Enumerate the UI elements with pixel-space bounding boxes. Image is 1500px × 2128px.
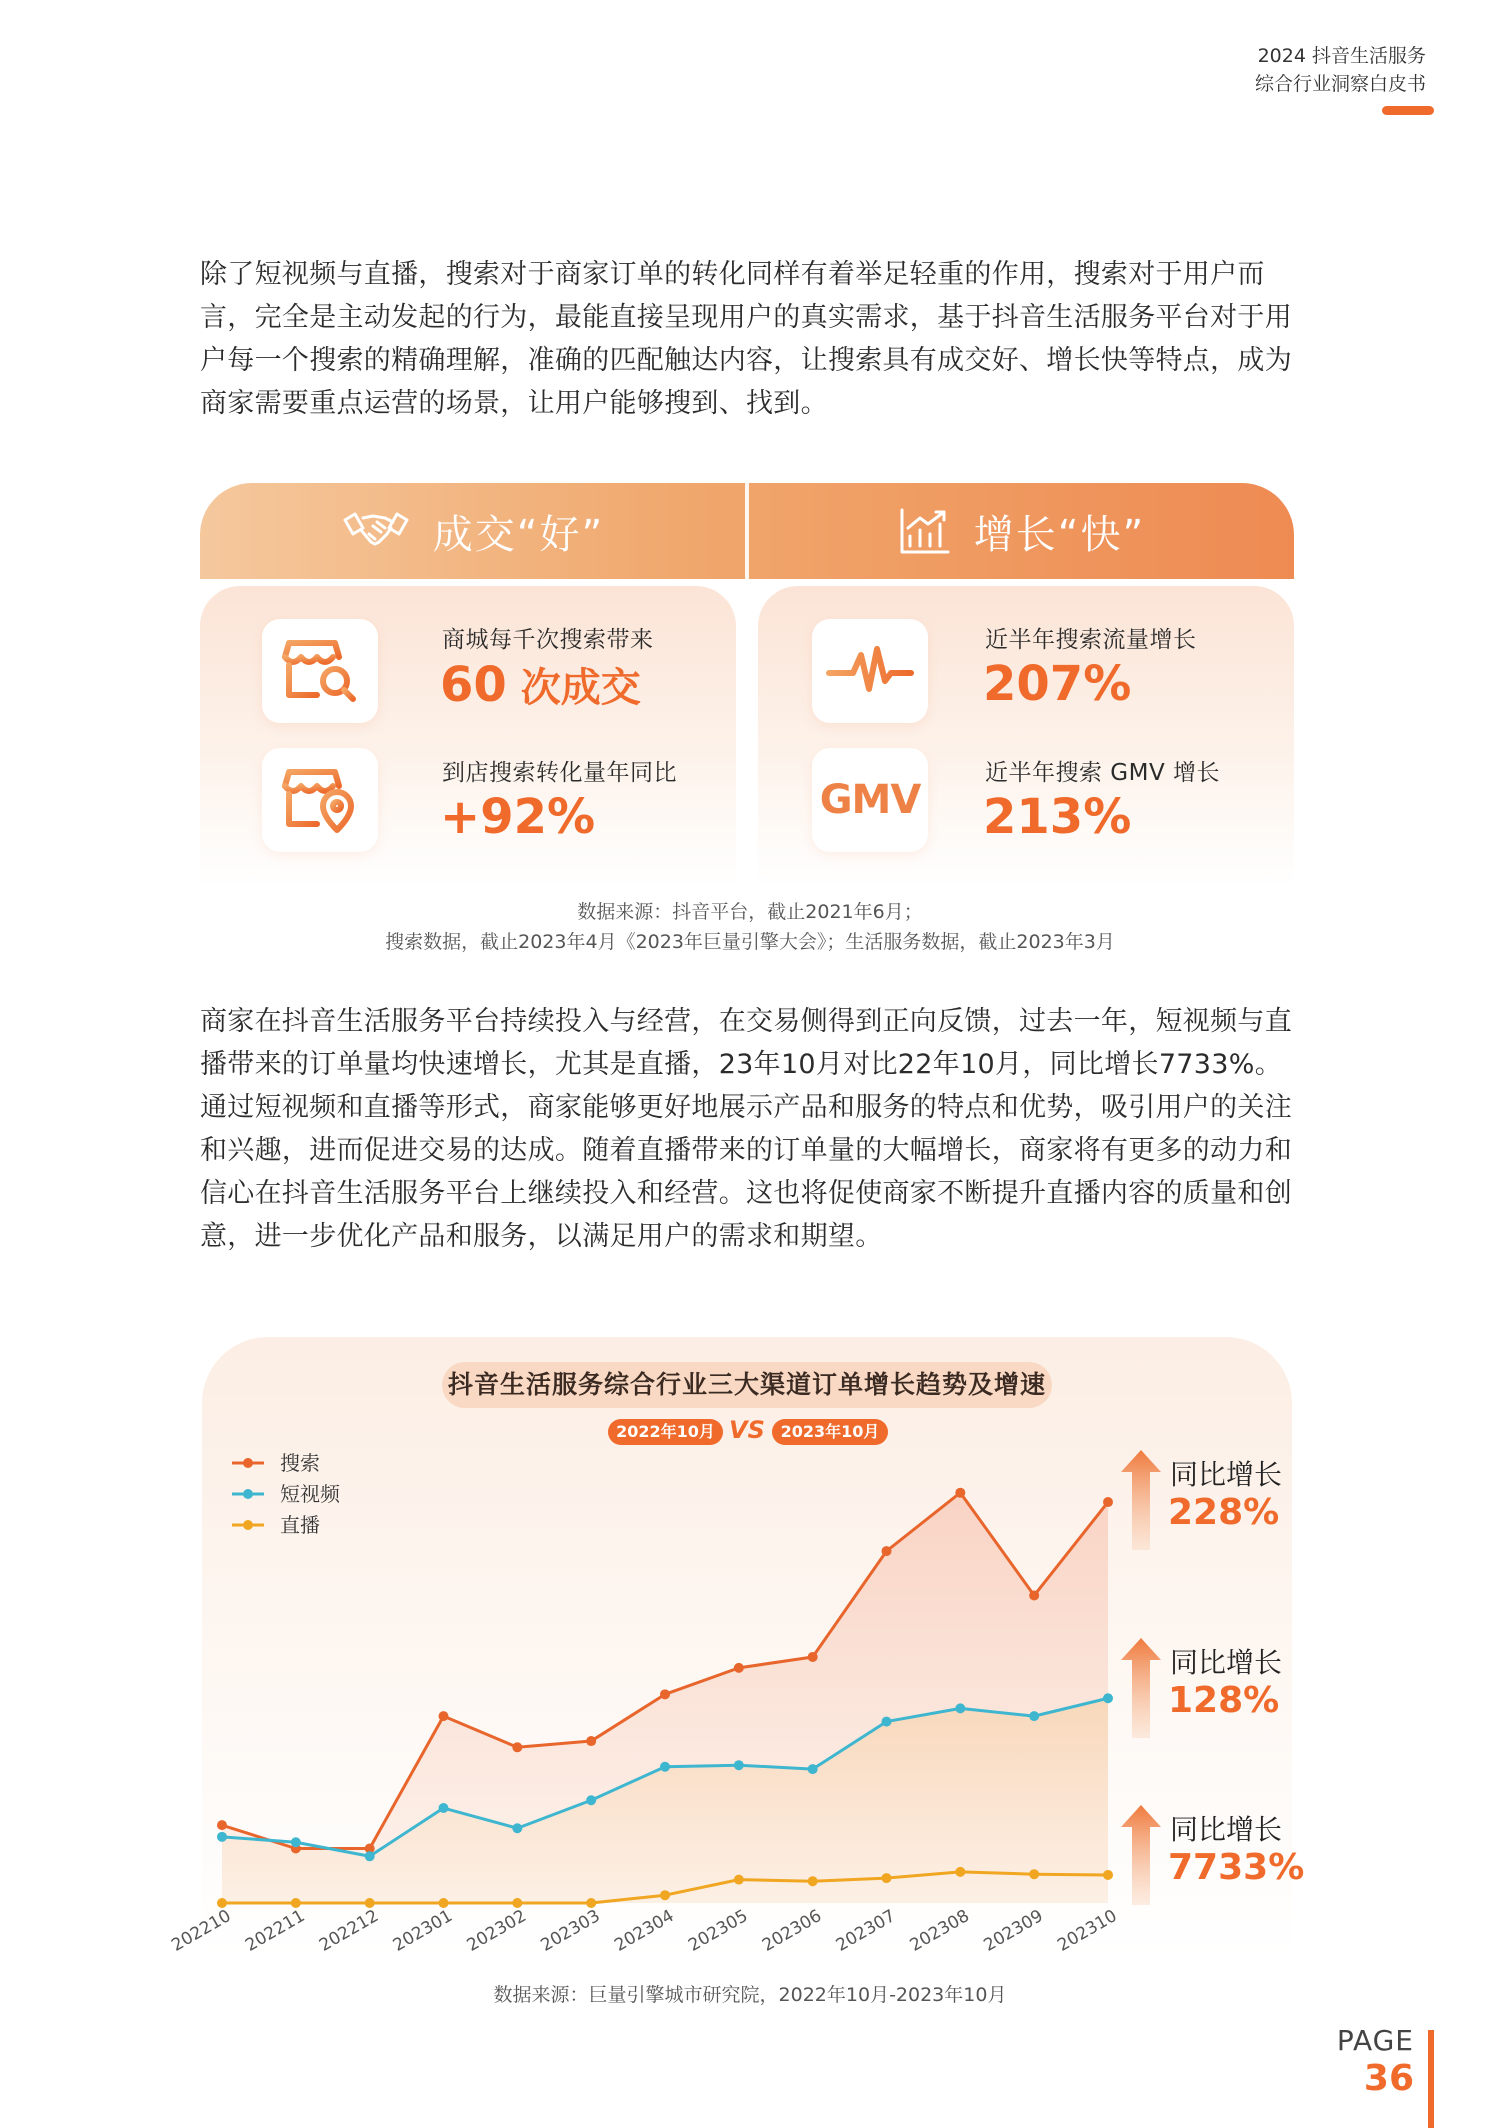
growth-value-2: 7733%	[1168, 1847, 1305, 1888]
series-2-point-202310	[1103, 1870, 1113, 1880]
x-tick-202306: 202306	[758, 1906, 826, 1956]
series-0-point-202308	[955, 1488, 965, 1498]
series-0-point-202210	[217, 1820, 227, 1830]
page-label: PAGE	[1336, 2024, 1414, 2057]
gmv-icon: GMV	[819, 777, 921, 823]
x-tick-202212: 202212	[315, 1906, 383, 1956]
growth-label-2: 同比增长	[1170, 1813, 1283, 1846]
metric-2-label: 到店搜索转化量年同比	[442, 760, 677, 786]
series-0-point-202307	[882, 1546, 892, 1556]
legend-label-1: 短视频	[280, 1482, 340, 1506]
series-0-point-202310	[1103, 1497, 1113, 1507]
series-0-point-202301	[439, 1711, 449, 1721]
x-tick-202307: 202307	[832, 1906, 899, 1956]
metric-1-number: 60	[440, 657, 507, 713]
series-0-point-202304	[660, 1689, 670, 1699]
x-tick-202301: 202301	[389, 1906, 456, 1956]
x-tick-202308: 202308	[906, 1906, 973, 1956]
series-0-point-202305	[734, 1663, 744, 1673]
series-1-point-202302	[512, 1823, 522, 1833]
x-tick-202309: 202309	[980, 1906, 1047, 1956]
growth-value-0: 228%	[1168, 1492, 1280, 1533]
series-1-point-202307	[882, 1717, 892, 1727]
panel-source-line-2: 搜索数据，截止2023年4月《2023年巨量引擎大会》；生活服务数据，截止2023年3月	[385, 931, 1115, 953]
series-2-point-202309	[1029, 1869, 1039, 1879]
series-0-point-202303	[586, 1736, 596, 1746]
compare-vs-label: VS	[729, 1416, 765, 1444]
series-1-point-202306	[808, 1764, 818, 1774]
x-tick-202211: 202211	[242, 1906, 309, 1956]
metric-3-value: 207%	[983, 656, 1132, 712]
growth-label-0: 同比增长	[1170, 1458, 1283, 1491]
growth-arrow-0	[1121, 1450, 1161, 1550]
chart-legend	[232, 1451, 341, 1537]
series-2-point-202308	[955, 1867, 965, 1877]
series-1-point-202212	[365, 1851, 375, 1861]
header-line-2: 综合行业洞察白皮书	[1254, 73, 1426, 95]
metric-2-value: +92%	[440, 789, 596, 845]
growth-annotations	[1121, 1450, 1304, 1905]
legend-marker-2	[243, 1520, 253, 1530]
x-tick-202310: 202310	[1054, 1906, 1121, 1956]
series-1-point-202309	[1029, 1711, 1039, 1721]
x-tick-202304: 202304	[611, 1906, 678, 1956]
series-1-point-202308	[955, 1703, 965, 1713]
series-0-point-202309	[1029, 1590, 1039, 1600]
growth-value-1: 128%	[1168, 1680, 1280, 1721]
series-1-point-202210	[217, 1832, 227, 1842]
metric-3-label: 近半年搜索流量增长	[985, 627, 1197, 653]
series-2-point-202307	[882, 1873, 892, 1883]
legend-marker-1	[243, 1489, 253, 1499]
metric-1-unit: 次成交	[506, 665, 641, 711]
series-1-point-202303	[586, 1795, 596, 1805]
series-1-point-202304	[660, 1762, 670, 1772]
legend-label-0: 搜索	[280, 1451, 320, 1475]
x-tick-202305: 202305	[685, 1906, 752, 1956]
metric-4-label: 近半年搜索 GMV 增长	[985, 760, 1221, 786]
compare-to-pill: 2023年10月	[772, 1419, 888, 1445]
series-1-point-202301	[439, 1803, 449, 1813]
legend-label-2: 直播	[280, 1513, 320, 1537]
page-number: 36	[1363, 2058, 1414, 2099]
body-paragraph: 商家在抖音生活服务平台持续投入与经营，在交易侧得到正向反馈，过去一年，短视频与直播带来的订单量均快速增长，尤其是直播，23年10月对比22年10月，同比增长7733%。通过短视频和直播等形式，商家能够更好地展示产品和服务的特点和优势，吸引用户的关注和兴趣，进而促进交易的达成。随着直播带来的订单量的大幅增长，商家将有更多的动力和信心在抖音生活服务平台上继续投入和经营。这也将促使商家不断提升直播内容的质量和创意，进一步优化产品和服务，以满足用户的需求和期望。	[200, 1006, 1292, 1252]
series-1-point-202305	[734, 1760, 744, 1770]
page-accent-bar	[1428, 2030, 1434, 2128]
metric-4-value: 213%	[983, 789, 1132, 845]
series-2-point-202306	[808, 1876, 818, 1886]
legend-marker-0	[243, 1458, 253, 1468]
growth-label-1: 同比增长	[1170, 1646, 1283, 1679]
banner-heading-left-text: 成交“好”	[432, 511, 605, 558]
metric-1-label: 商城每千次搜索带来	[442, 627, 654, 653]
growth-arrow-1	[1121, 1638, 1161, 1738]
series-0-point-202302	[512, 1742, 522, 1752]
chart-source-note: 数据来源：巨量引擎城市研究院，2022年10月-2023年10月	[493, 1984, 1007, 2006]
chart-title: 抖音生活服务综合行业三大渠道订单增长趋势及增速	[442, 1362, 1052, 1408]
series-0-point-202306	[808, 1652, 818, 1662]
growth-arrow-2	[1121, 1805, 1161, 1905]
x-tick-202210: 202210	[168, 1906, 235, 1956]
series-2-point-202305	[734, 1875, 744, 1885]
header-line-1: 2024 抖音生活服务	[1257, 45, 1426, 67]
series-2-point-202304	[660, 1890, 670, 1900]
compare-from-pill: 2022年10月	[608, 1419, 723, 1445]
banner-heading-right-text: 增长“快”	[973, 511, 1146, 558]
x-axis-ticks	[168, 1906, 1120, 1956]
series-1-point-202211	[291, 1837, 301, 1847]
panel-source-line-1: 数据来源：抖音平台，截止2021年6月；	[577, 901, 923, 923]
x-tick-202302: 202302	[463, 1906, 530, 1956]
series-1-point-202310	[1103, 1693, 1113, 1703]
intro-paragraph: 除了短视频与直播，搜索对于商家订单的转化同样有着举足轻重的作用，搜索对于用户而言，完全是主动发起的行为，最能直接呈现用户的真实需求，基于抖音生活服务平台对于用户每一个搜索的精确理解，准确的匹配触达内容，让搜索具有成交好、增长快等特点，成为商家需要重点运营的场景，让用户能够搜到、找到。	[200, 259, 1292, 419]
x-tick-202303: 202303	[537, 1906, 604, 1956]
